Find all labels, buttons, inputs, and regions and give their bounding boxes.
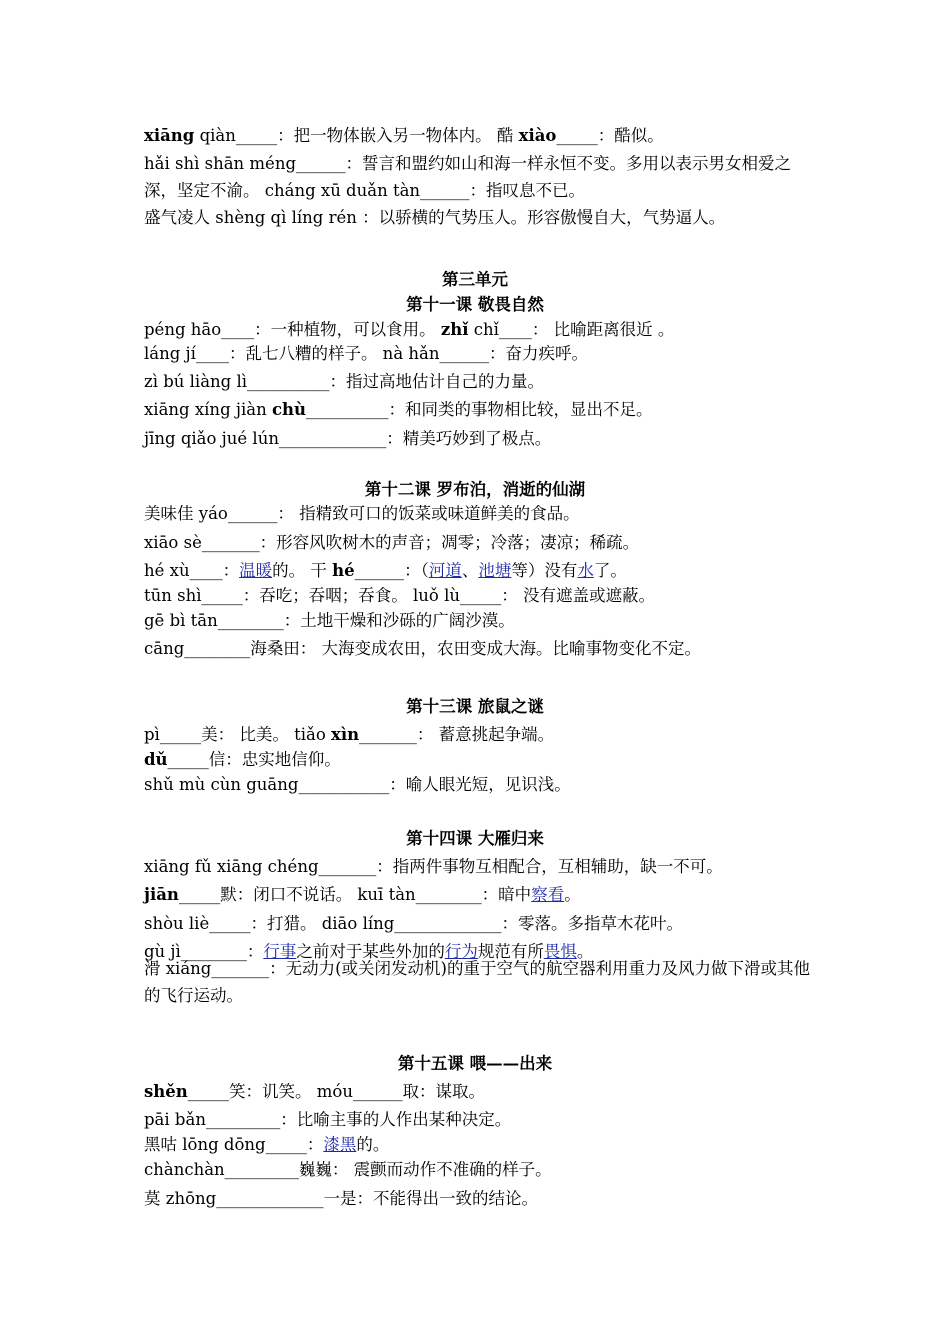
vocab-entry — [144, 637, 701, 661]
entry-text: 盛气凌人 shèng qì líng rén ：以骄横的气势压人。形容傲慢自大，气势逼人。 — [144, 208, 726, 227]
vocab-entry — [144, 559, 627, 583]
entry-text: xiāo sè_______：形容风吹树木的声音；凋零；冷落；凄凉；稀疏。 — [144, 533, 640, 552]
vocab-entry — [144, 150, 812, 204]
vocab-entry — [144, 855, 723, 879]
vocab-entry — [144, 531, 639, 555]
bold-text: xiāng — [144, 126, 195, 145]
vocab-entry — [144, 124, 664, 148]
vocab-entry — [144, 318, 674, 342]
section-heading: 第十一课 敬畏自然 — [406, 295, 544, 314]
vocab-entry — [144, 342, 588, 366]
hyperlink[interactable]: 池塘 — [478, 561, 512, 580]
section-heading: 第十五课 喂——出来 — [397, 1054, 553, 1073]
vocab-entry — [144, 748, 341, 772]
entry-text: péng hāo____：一种植物，可以食用。 — [144, 320, 441, 339]
bold-text: xìn — [331, 725, 360, 744]
entry-text: 滑 xiáng_______：无动力(或关闭发动机)的重于空气的航空器利用重力及风力做下滑或其他的飞行运动。 — [144, 959, 810, 1005]
entry-text: ______：（ — [354, 561, 429, 580]
entry-text: shǔ mù cùn guāng___________：喻人眼光短，见识浅。 — [144, 775, 571, 794]
entry-text: xiāng fǔ xiāng chéng_______：指两件事物互相配合，互相辅助，缺一不可。 — [144, 857, 723, 876]
entry-text: chǐ____： 比喻距离很近 。 — [468, 320, 675, 339]
vocab-entry — [144, 1080, 485, 1104]
entry-text: hé xù____： — [144, 561, 240, 580]
vocab-entry — [144, 370, 544, 394]
entry-text: 的。 干 — [272, 561, 333, 580]
hyperlink[interactable]: 畏惧 — [543, 942, 577, 961]
entry-text: qiàn_____：把一物体嵌入另一物体内。 酷 — [194, 126, 519, 145]
entry-text: pì_____美： 比美。 tiǎo — [144, 725, 332, 744]
vocab-entry — [144, 1158, 552, 1182]
vocab-entry — [144, 1187, 538, 1211]
vocab-entry — [144, 723, 554, 747]
bold-text: jiān — [144, 885, 179, 904]
vocab-entry — [144, 206, 725, 230]
entry-text: tūn shì_____：吞吃；吞咽；吞食。 luǒ lù_____： 没有遮盖或遮蔽。 — [144, 586, 655, 605]
vocab-entry — [144, 955, 812, 1009]
bold-text: hé — [332, 561, 355, 580]
entry-text: zì bú liàng lì__________：指过高地估计自己的力量。 — [144, 372, 545, 391]
vocab-entry — [144, 912, 683, 936]
entry-text: _____笑：讥笑。 móu______取：谋取。 — [187, 1082, 485, 1101]
entry-text: pāi bǎn_________：比喻主事的人作出某种决定。 — [144, 1110, 512, 1129]
entry-text: gù jì________： — [144, 942, 264, 961]
vocab-entry — [144, 1133, 389, 1157]
bold-text: xiào — [518, 126, 557, 145]
entry-text: hǎi shì shān méng______：誓言和盟约如山和海一样永恒不变。多用以表示男女相爱之深，坚定不渝。 cháng xū duǎn tàn______：指叹息不已。 — [144, 154, 792, 200]
entry-text: 美味佳 yáo______： 指精致可口的饭菜或味道鲜美的食品。 — [144, 504, 580, 523]
entry-text: 的。 — [356, 1135, 390, 1154]
entry-text: chànchàn_________巍巍： 震颤而动作不准确的样子。 — [144, 1160, 552, 1179]
section-heading: 第三单元 — [442, 270, 508, 289]
entry-text: 、 — [461, 561, 479, 580]
section-heading: 第十二课 罗布泊，消逝的仙湖 — [364, 480, 586, 499]
entry-text: _____信：忠实地信仰。 — [167, 750, 341, 769]
hyperlink[interactable]: 行为 — [444, 942, 478, 961]
vocab-entry — [144, 773, 571, 797]
vocab-entry — [144, 584, 655, 608]
hyperlink[interactable]: 温暖 — [239, 561, 273, 580]
hyperlink[interactable]: 察看 — [531, 885, 565, 904]
entry-text: 黑咕 lōng dōng_____： — [144, 1135, 324, 1154]
entry-text: láng jí____：乱七八糟的样子。 nà hǎn______：奋力疾呼。 — [144, 344, 588, 363]
entry-text: shòu liè_____：打猎。 diāo líng_____________：零落。多指草木花叶。 — [144, 914, 684, 933]
vocab-entry — [144, 609, 515, 633]
entry-text: gē bì tān________：土地干燥和沙砾的广阔沙漠。 — [144, 611, 515, 630]
bold-text: zhǐ — [440, 320, 469, 339]
bold-text: shěn — [144, 1082, 188, 1101]
hyperlink[interactable]: 行事 — [263, 942, 297, 961]
entry-text: xiāng xíng jiàn — [144, 400, 272, 419]
hyperlink[interactable]: 漆黑 — [323, 1135, 357, 1154]
vocab-entry — [144, 427, 551, 451]
bold-text: dǔ — [144, 750, 168, 769]
vocab-entry — [144, 1108, 511, 1132]
entry-text: 了。 — [593, 561, 627, 580]
entry-text: 之前对于某些外加的 — [296, 942, 445, 961]
entry-text: 。 — [576, 942, 594, 961]
hyperlink[interactable]: 河道 — [428, 561, 462, 580]
entry-text: _______： 蓄意挑起争端。 — [359, 725, 555, 744]
hyperlink[interactable]: 水 — [577, 561, 594, 580]
section-heading: 第十三课 旅鼠之谜 — [406, 697, 544, 716]
entry-text: 等）没有 — [511, 561, 578, 580]
vocab-entry — [144, 398, 653, 422]
bold-text: chù — [271, 400, 307, 419]
entry-text: 规范有所 — [477, 942, 544, 961]
entry-text: jīng qiǎo jué lún_____________：精美巧妙到了极点。 — [144, 429, 552, 448]
entry-text: 莫 zhōng_____________一是：不能得出一致的结论。 — [144, 1189, 538, 1208]
section-heading: 第十四课 大雁归来 — [406, 829, 544, 848]
entry-text: _____：酷似。 — [556, 126, 664, 145]
entry-text: cāng________海桑田： 大海变成农田，农田变成大海。比喻事物变化不定。 — [144, 639, 702, 658]
entry-text: _____默：闭口不说话。 kuī tàn________：暗中 — [178, 885, 532, 904]
entry-text: 。 — [564, 885, 581, 904]
vocab-entry — [144, 502, 580, 526]
vocab-entry — [144, 883, 581, 907]
entry-text: __________：和同类的事物相比较，显出不足。 — [306, 400, 653, 419]
